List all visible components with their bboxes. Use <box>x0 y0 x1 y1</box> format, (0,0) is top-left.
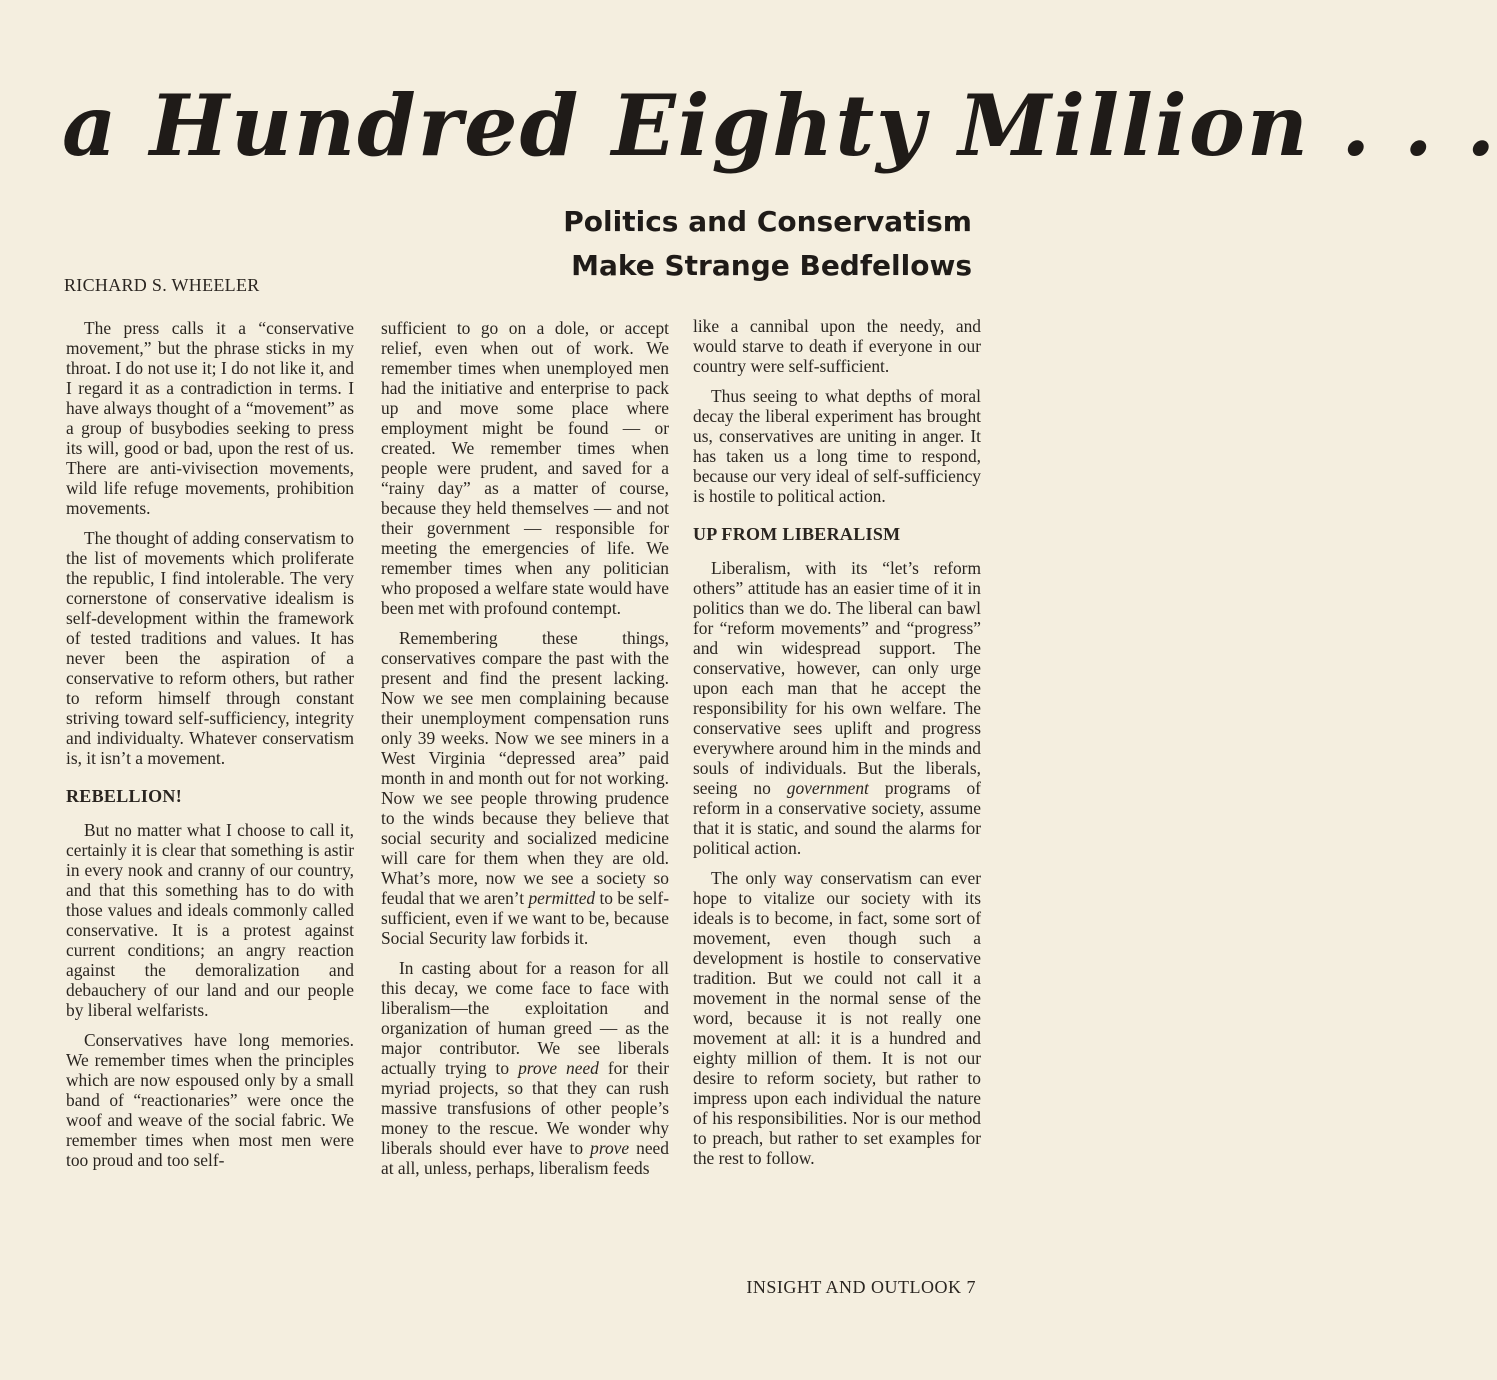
text-column-3 <box>693 316 981 1178</box>
section-heading-rebellion: REBELLION! <box>66 786 183 806</box>
page-footer: INSIGHT AND OUTLOOK 7 <box>746 1277 976 1297</box>
text-run: Remembering these things, conservatives compare the past with the present and find the present lacking. Now we see men complaining because their unemployment compensation runs only 39 weeks. Now we see miners in a West Virginia “depressed area” paid month in and month out for not working. Now we see people throwing prudence to the winds because they believe that social security and socialized medicine will care for them when they are old. What’s more, now we see a society so feudal that we aren’t <box>381 628 669 908</box>
article-subtitle <box>492 200 972 288</box>
paragraph: The thought of adding conservatism to the list of movements which proliferate the republic, I find intolerable. The very cornerstone of conservative idealism is self-development within the framework of tested traditions and values. It has never been the aspiration of a conservative to reform others, but rather to reform himself through constant striving toward self-sufficiency, integrity and individualty. Whatever conservatism is, it isn’t a movement. <box>66 528 354 768</box>
article-title: a Hundred Eighty Million . . . <box>62 76 1497 175</box>
paragraph: The only way conservatism can ever hope to vitalize our society with its ideals is to become, in fact, some sort of movement, even though such a development is hostile to conservative tradition. But we could not call it a movement in the normal sense of the word, because it is not really one movement at all: it is a hundred and eighty million of them. It is not our desire to reform society, but rather to impress upon each individual the nature of his responsibilities. Nor is our method to preach, but rather to set examples for the rest to follow. <box>693 868 981 1168</box>
text-run: In casting about for a reason for all this decay, we come face to face with liberalism—the exploitation and organization of human greed — as the major contributor. We see liberals actually trying to <box>381 958 669 1078</box>
text-run: for their myriad projects, so that they can rush massive transfusions of other people’s money to the rescue. We wonder why liberals should ever have to <box>381 1058 669 1158</box>
author-byline: RICHARD S. WHEELER <box>64 275 260 295</box>
emphasis: prove need <box>518 1058 599 1078</box>
paragraph <box>381 628 669 948</box>
section-heading-up-from-liberalism: UP FROM LIBERALISM <box>693 524 901 544</box>
text-run: need at all, unless, perhaps, liberalism feeds <box>381 1138 669 1178</box>
subtitle-line-2: Make Strange Bedfellows <box>571 249 972 282</box>
text-run: Liberalism, with its “let’s reform others” attitude has an easier time of it in politics than we do. The liberal can bawl for “reform movements” and “progress” and win widespread support. The conservative, however, can only urge upon each man that he accept the responsibility for his own welfare. The conservative sees uplift and progress everywhere around him in the minds and souls of individuals. But the liberals, seeing no <box>693 558 981 798</box>
paragraph: Conservatives have long memories. We remember times when the principles which are now espoused only by a small band of “reactionaries” were once the woof and weave of the social fabric. We remember times when most men were too proud and too self- <box>66 1030 354 1170</box>
emphasis: permitted <box>528 888 596 908</box>
paragraph: like a cannibal upon the needy, and would starve to death if everyone in our country were self-sufficient. <box>693 316 981 376</box>
text-run: to be self-sufficient, even if we want to be, because Social Security law forbids it. <box>381 888 670 948</box>
paragraph <box>381 958 669 1178</box>
text-column-1 <box>66 318 354 1180</box>
text-run: programs of reform in a conservative society, assume that it is static, and sound the alarms for political action. <box>693 778 981 858</box>
paragraph <box>693 558 981 858</box>
paragraph: But no matter what I choose to call it, certainly it is clear that something is astir in every nook and cranny of our country, and that this something has to do with those values and ideals commonly called conservative. It is a protest against current conditions; an angry reaction against the demoralization and debauchery of our land and our people by liberal welfarists. <box>66 820 354 1020</box>
paragraph: The press calls it a “conservative movement,” but the phrase sticks in my throat. I do not use it; I do not like it, and I regard it as a contradiction in terms. I have always thought of a “movement” as a group of busybodies seeking to press its will, good or bad, upon the rest of us. There are anti-vivisection movements, wild life refuge movements, prohibition movements. <box>66 318 354 518</box>
emphasis: government <box>786 778 869 798</box>
paragraph: Thus seeing to what depths of moral decay the liberal experiment has brought us, conservatives are uniting in anger. It has taken us a long time to respond, because our very ideal of self-sufficiency is hostile to political action. <box>693 386 981 506</box>
emphasis: prove <box>590 1138 630 1158</box>
subtitle-line-1: Politics and Conservatism <box>563 205 972 238</box>
paragraph: sufficient to go on a dole, or accept relief, even when out of work. We remember times when unemployed men had the initiative and enterprise to pack up and move some place where employment might be found — or created. We remember times when people were prudent, and saved for a “rainy day” as a matter of course, because they held themselves — and not their government — responsible for meeting the emergencies of life. We remember times when any politician who proposed a welfare state would have been met with profound contempt. <box>381 318 669 618</box>
text-column-2 <box>381 318 669 1188</box>
